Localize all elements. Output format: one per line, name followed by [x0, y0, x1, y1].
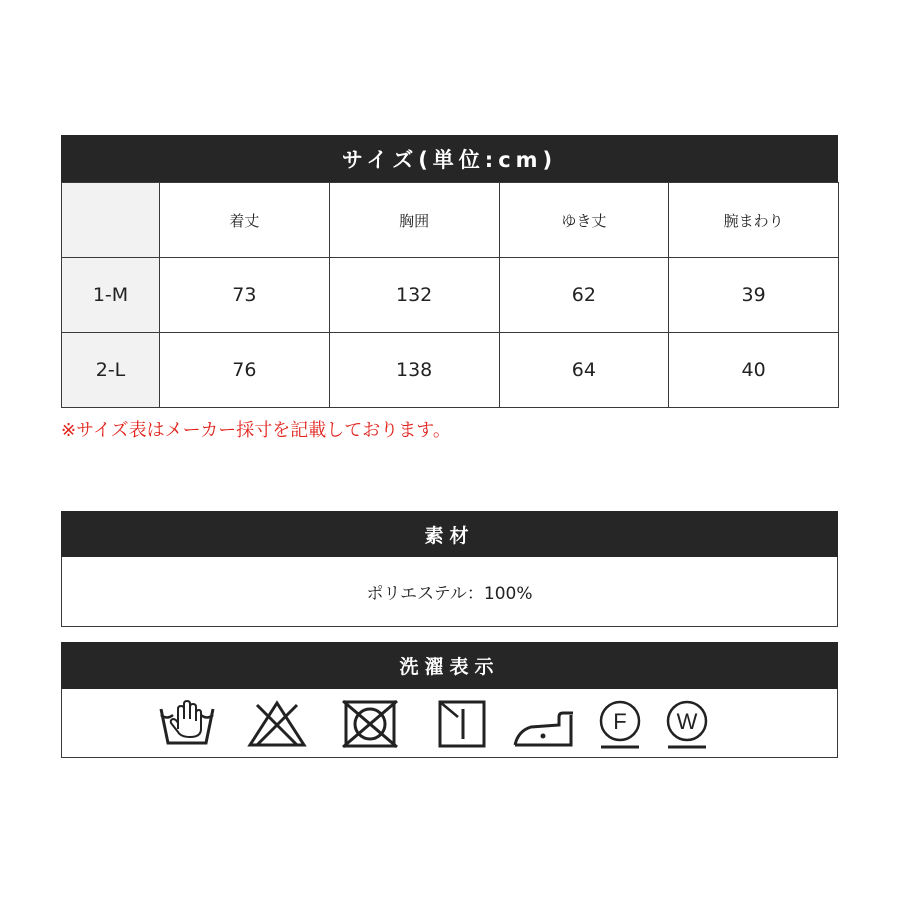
table-cell: 138: [329, 333, 499, 408]
table-row: [62, 258, 839, 333]
line-dry-shade-icon: [432, 699, 492, 749]
table-cell: 64: [499, 333, 669, 408]
table-header-row: [62, 183, 839, 258]
size-table: [61, 182, 839, 408]
material-box: [61, 557, 838, 627]
table-cell: 39: [669, 258, 839, 333]
header-cell-chest: 胸囲: [329, 183, 499, 258]
size-label-cell: 1-M: [62, 258, 160, 333]
table-cell: 62: [499, 258, 669, 333]
header-cell-sleeve-length: ゆき丈: [499, 183, 669, 258]
table-cell: 132: [329, 258, 499, 333]
material-value: ポリエステル：100%: [366, 584, 533, 604]
table-cell: 73: [160, 258, 330, 333]
iron-low-icon: [513, 699, 575, 749]
dry-clean-f-icon: [595, 699, 645, 751]
size-label-cell: 2-L: [62, 333, 160, 408]
hand-wash-icon: [157, 699, 217, 749]
table-cell: 40: [669, 333, 839, 408]
header-cell-arm-circumference: 腕まわり: [669, 183, 839, 258]
material-section-title: 素材: [61, 511, 838, 557]
wet-clean-letter: W: [676, 709, 698, 734]
header-cell-empty: [62, 183, 160, 258]
care-section-title: 洗濯表示: [61, 642, 838, 689]
table-row: [62, 333, 839, 408]
size-note: ※サイズ表はメーカー採寸を記載しております。: [61, 420, 451, 441]
dry-clean-letter: F: [613, 709, 627, 734]
care-symbols-box: [61, 689, 838, 758]
header-cell-length: 着丈: [160, 183, 330, 258]
no-tumble-dry-icon: [340, 699, 400, 749]
size-section-title: サイズ(単位:cm): [61, 135, 838, 182]
wet-clean-w-icon: [662, 699, 712, 751]
table-cell: 76: [160, 333, 330, 408]
no-bleach-icon: [247, 699, 307, 749]
